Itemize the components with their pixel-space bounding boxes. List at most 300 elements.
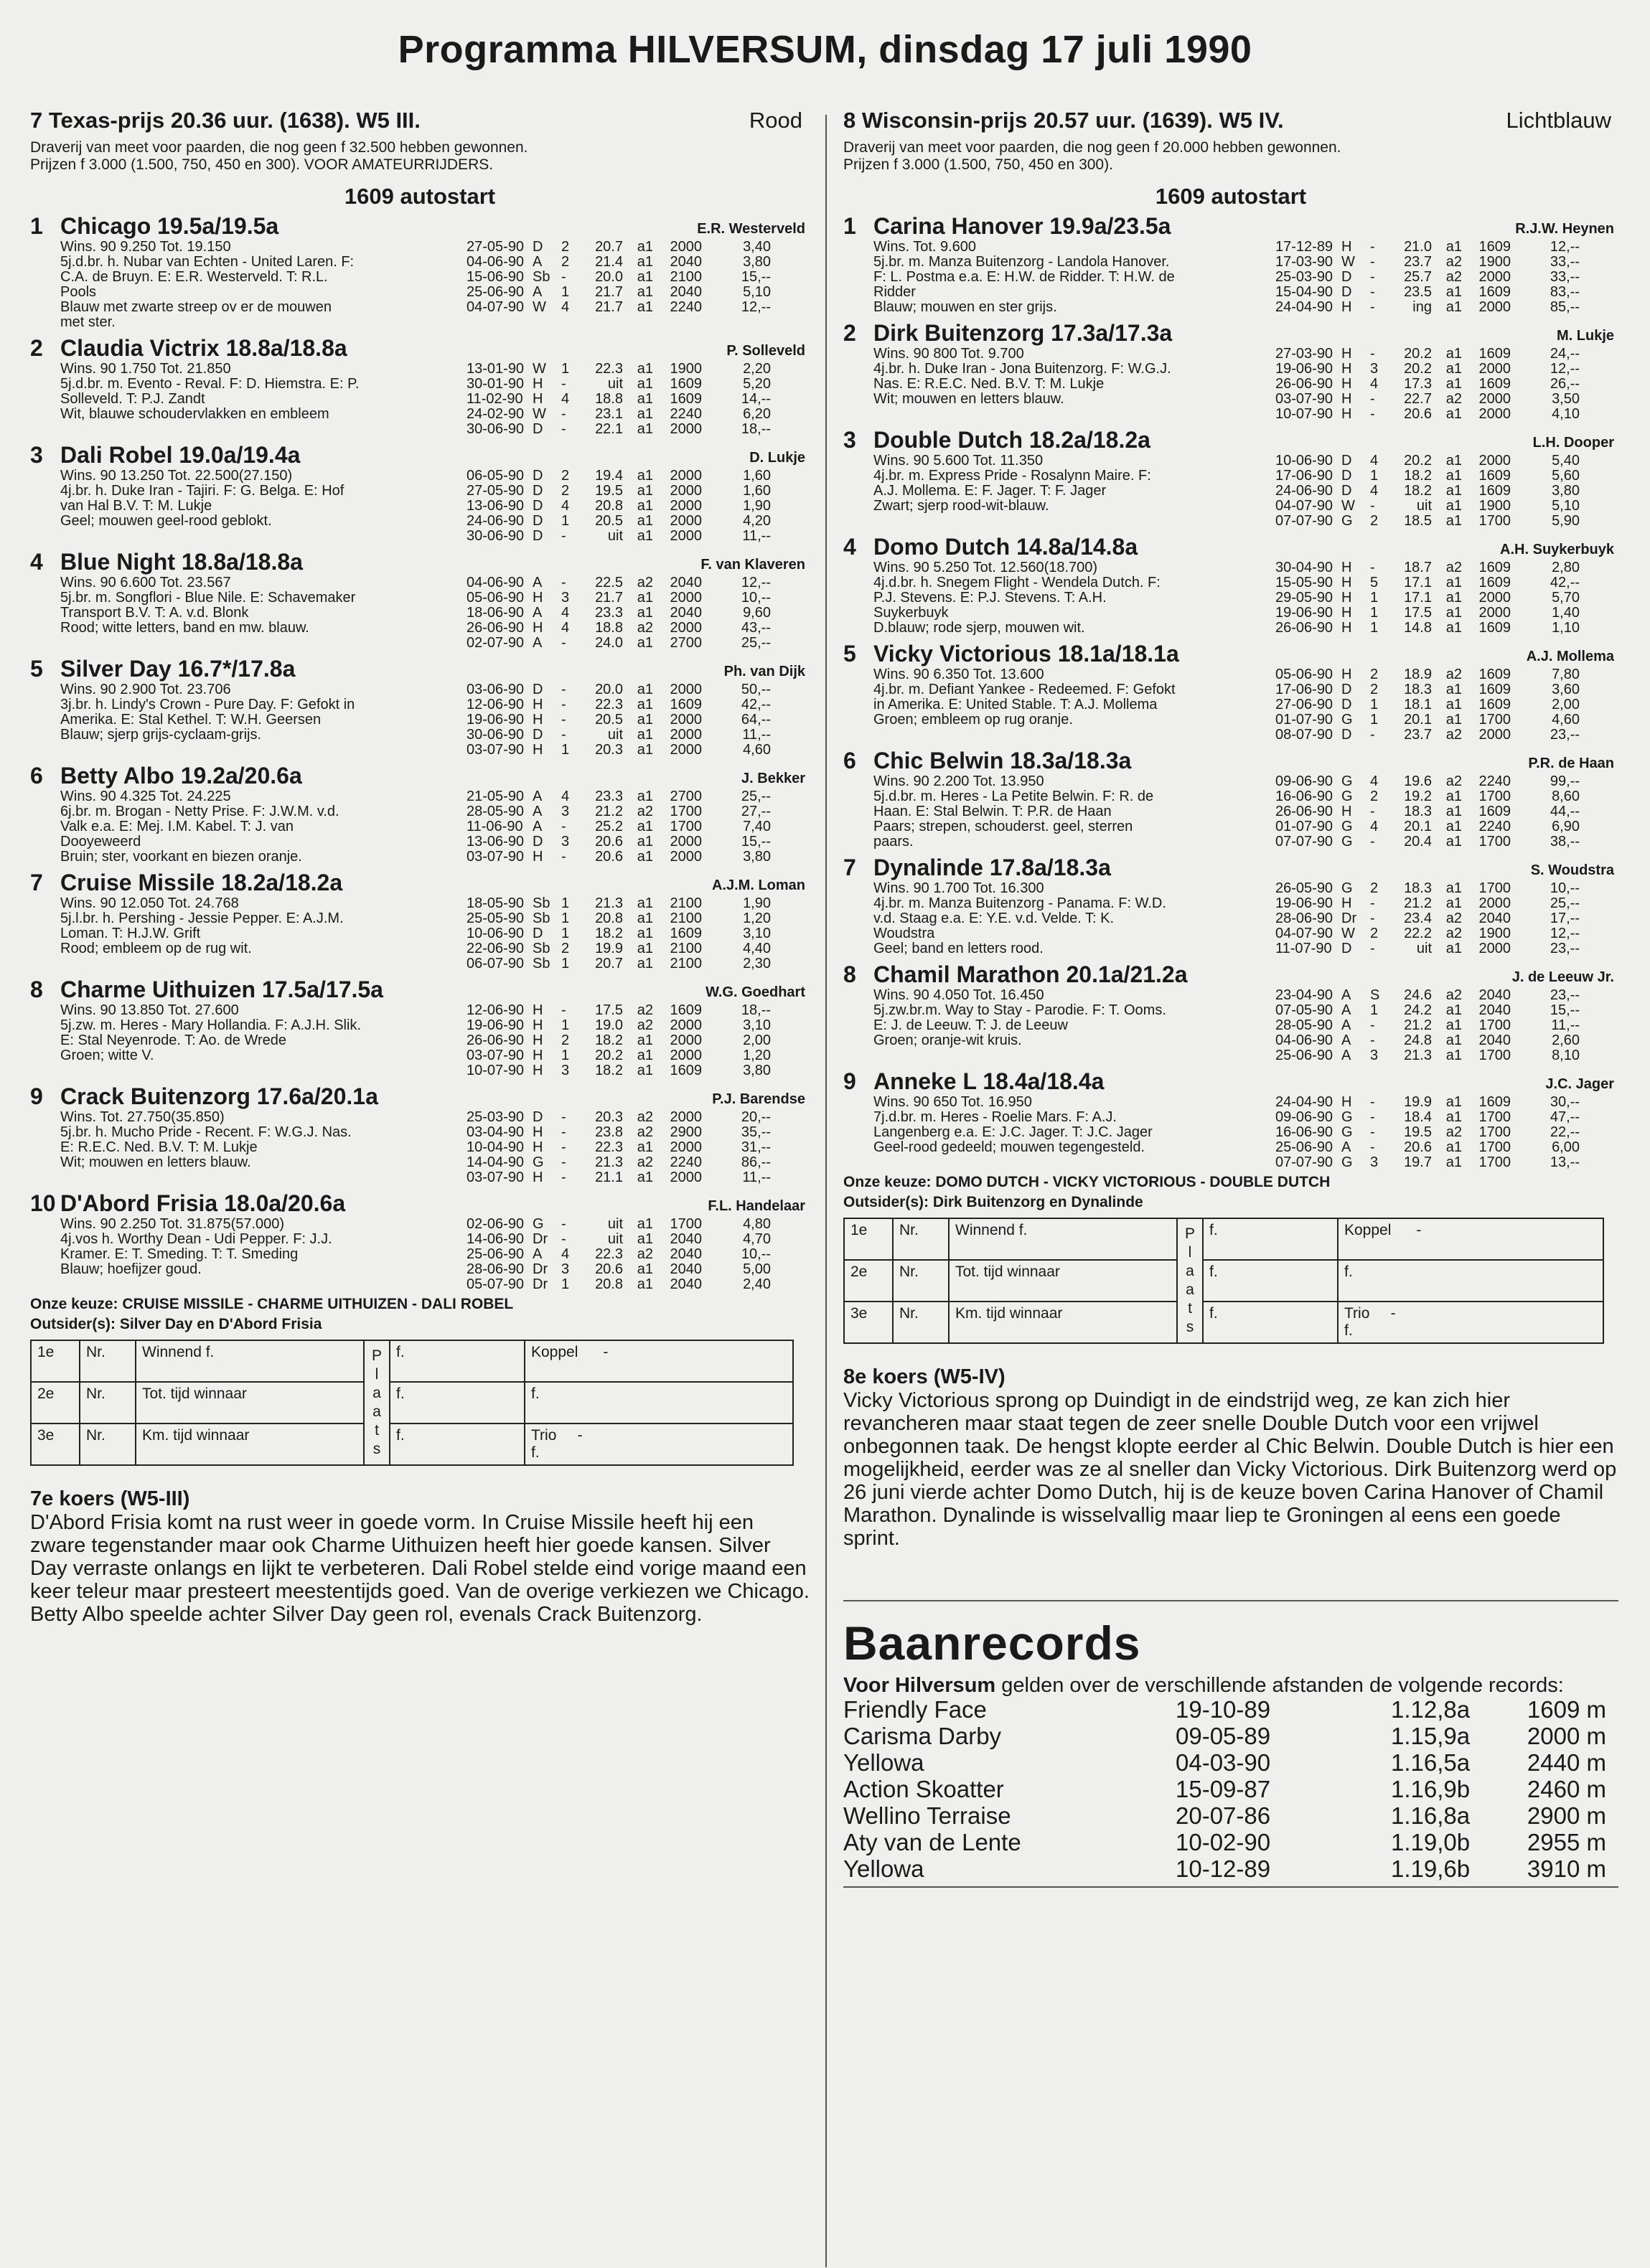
run-time: 21.0 — [1404, 239, 1432, 255]
run-time: 23.4 — [1404, 911, 1432, 926]
run-time: 24.8 — [1404, 1032, 1432, 1048]
run-position: 4 — [1370, 773, 1379, 789]
run-row — [1275, 484, 1618, 499]
run-track: H — [533, 391, 543, 407]
run-position: 4 — [1370, 483, 1379, 499]
horse-entry — [30, 762, 810, 865]
run-track: H — [1341, 895, 1352, 911]
run-time: 20.6 — [595, 834, 623, 850]
run-distance: 1609 — [1478, 682, 1511, 697]
run-row — [1275, 255, 1618, 270]
run-odds: 26,-- — [1550, 376, 1580, 392]
run-gait: a1 — [637, 712, 653, 728]
run-gait: a2 — [637, 1154, 653, 1170]
run-time: 19.5 — [595, 483, 623, 499]
horse-info-line: Wins. Tot. 27.750(35.850) — [60, 1110, 225, 1125]
run-row — [467, 621, 810, 636]
koppel-field[interactable] — [525, 1340, 793, 1382]
horse-info-line: Blauw; hoefijzer goud. — [60, 1262, 202, 1277]
horse-details — [873, 347, 1618, 422]
horse-number: 4 — [843, 534, 856, 560]
run-distance: 2100 — [670, 956, 702, 971]
run-odds: 4,70 — [743, 1231, 771, 1247]
record-row — [843, 1855, 1618, 1882]
result-label: Km. tijd winnaar — [949, 1302, 1177, 1343]
run-odds: 3,80 — [743, 849, 771, 865]
trio-field[interactable] — [525, 1424, 793, 1465]
horse-details — [60, 469, 810, 544]
horse-info-line: van Hal B.V. T: M. Lukje — [60, 499, 212, 514]
run-track: H — [1341, 376, 1352, 392]
run-track: Sb — [533, 941, 550, 956]
record-date: 19-10-89 — [1176, 1696, 1271, 1723]
run-distance: 1609 — [670, 1002, 702, 1018]
run-odds: 15,-- — [741, 269, 771, 285]
run-track: D — [1341, 727, 1352, 743]
run-gait: a1 — [1445, 1109, 1462, 1125]
run-date: 15-05-90 — [1275, 575, 1333, 590]
run-track: A — [533, 605, 543, 621]
horse-number: 10 — [30, 1190, 56, 1216]
horse-name-text: Double Dutch 18.2a/18.2a — [873, 427, 1150, 453]
run-track: A — [1341, 1032, 1351, 1048]
run-odds: 42,-- — [741, 697, 771, 712]
run-time: 23.3 — [595, 605, 623, 621]
run-row — [467, 422, 810, 437]
run-distance: 1609 — [670, 1063, 702, 1078]
run-gait: a1 — [637, 849, 653, 865]
run-row — [467, 697, 810, 712]
run-position: - — [561, 819, 566, 834]
run-row — [467, 1110, 810, 1125]
run-row — [467, 896, 810, 911]
nr-field[interactable]: Nr. — [80, 1424, 136, 1465]
horse-number: 3 — [30, 442, 43, 468]
run-distance: 2240 — [1478, 773, 1511, 789]
run-distance: 1700 — [1478, 1154, 1511, 1170]
run-row — [467, 743, 810, 758]
run-distance: 2000 — [670, 834, 702, 850]
horse-number: 7 — [843, 855, 856, 880]
horse-info-line: Loman. T: H.J.W. Grift — [60, 926, 201, 941]
run-odds: 10,-- — [741, 1246, 771, 1262]
horse-info — [873, 453, 1275, 529]
record-distance: 2460 m — [1527, 1776, 1606, 1802]
run-date: 24-04-90 — [1275, 299, 1333, 315]
record-distance: 3910 m — [1527, 1855, 1606, 1882]
horse-info-line: Wins. 90 6.600 Tot. 23.567 — [60, 575, 231, 590]
horse-name-text: Dali Robel 19.0a/19.4a — [60, 442, 301, 468]
nr-field[interactable]: Nr. — [893, 1302, 949, 1343]
run-date: 19-06-90 — [1275, 605, 1333, 621]
run-distance: 1700 — [670, 1216, 702, 1232]
run-odds: 5,60 — [1552, 468, 1580, 484]
run-position: 2 — [1370, 789, 1379, 804]
race-conditions — [30, 139, 810, 174]
race-comment-title: 8e koers (W5-IV) — [843, 1365, 1006, 1388]
run-time: 23.3 — [595, 789, 623, 804]
run-distance: 2000 — [670, 849, 702, 865]
run-time: uit — [1416, 941, 1432, 956]
run-distance: 2000 — [670, 742, 702, 758]
run-time: 20.1 — [1404, 712, 1432, 728]
horse-info — [60, 1110, 467, 1185]
nr-field[interactable]: Nr. — [80, 1382, 136, 1424]
run-date: 25-06-90 — [1275, 1139, 1333, 1155]
run-track: H — [533, 1017, 543, 1033]
run-odds: 83,-- — [1550, 284, 1580, 300]
run-position: 1 — [1370, 697, 1379, 712]
horse-info — [873, 774, 1275, 850]
run-row — [467, 850, 810, 865]
run-date: 27-05-90 — [467, 239, 525, 255]
run-gait: a1 — [1445, 941, 1462, 956]
amount-field[interactable]: f. — [1203, 1302, 1338, 1343]
amount-field[interactable]: f. — [1203, 1218, 1338, 1260]
horse-info-line: Suykerbuyk — [873, 606, 949, 621]
horse-info-line: 4j.br. m. Defiant Yankee - Redeemed. F: Gefokt — [873, 682, 1176, 697]
run-gait: a1 — [1445, 1002, 1462, 1018]
run-position: 1 — [561, 911, 570, 926]
run-time: uit — [607, 376, 623, 392]
horse-form — [1275, 1095, 1618, 1170]
run-row — [1275, 1125, 1618, 1140]
run-row — [1275, 697, 1618, 712]
horse-name-text: Betty Albo 19.2a/20.6a — [60, 763, 302, 789]
run-distance: 2000 — [670, 239, 702, 255]
plaats-label: P l a a t s — [1177, 1218, 1203, 1343]
horse-name-text: Dirk Buitenzorg 17.3a/17.3a — [873, 320, 1173, 346]
run-track: G — [1341, 834, 1353, 850]
run-odds: 6,20 — [743, 406, 771, 422]
run-time: uit — [607, 727, 623, 743]
run-row — [467, 499, 810, 514]
run-time: 21.2 — [1404, 1017, 1432, 1033]
run-odds: 14,-- — [741, 391, 771, 407]
record-horse: Yellowa — [843, 1855, 924, 1882]
horse-info-line: Ridder — [873, 285, 916, 300]
run-row — [1275, 712, 1618, 728]
run-row — [467, 834, 810, 850]
run-distance: 2040 — [1478, 987, 1511, 1003]
run-track: A — [1341, 1048, 1351, 1063]
run-odds: 33,-- — [1550, 254, 1580, 270]
run-date: 09-06-90 — [1275, 773, 1333, 789]
run-track: Sb — [533, 956, 550, 971]
result-form — [843, 1218, 1604, 1344]
run-odds: 25,-- — [741, 789, 771, 804]
run-gait: a1 — [637, 911, 653, 926]
horse-info-line: 4j.vos h. Worthy Dean - Udi Pepper. F: J.J. — [60, 1232, 332, 1247]
run-row — [1275, 1140, 1618, 1155]
run-track: A — [1341, 1002, 1351, 1018]
record-horse: Action Skoatter — [843, 1776, 1004, 1802]
run-odds: 5,40 — [1552, 453, 1580, 469]
horse-info-line: Blauw; mouwen en ster grijs. — [873, 300, 1057, 315]
run-time: 20.3 — [595, 1109, 623, 1125]
run-time: 20.8 — [595, 1276, 623, 1292]
run-gait: a1 — [1445, 483, 1462, 499]
koppel-field[interactable] — [1338, 1218, 1603, 1260]
run-date: 11-06-90 — [467, 819, 523, 834]
run-time: 20.0 — [595, 682, 623, 697]
run-row — [467, 728, 810, 743]
run-odds: 3,80 — [1552, 483, 1580, 499]
horse-details — [873, 453, 1618, 529]
run-track: D — [533, 727, 543, 743]
run-track: H — [533, 1139, 543, 1155]
run-odds: 3,10 — [743, 1017, 771, 1033]
run-odds: 1,20 — [743, 1048, 771, 1063]
run-time: 21.3 — [595, 895, 623, 911]
run-time: 20.2 — [1404, 361, 1432, 377]
run-row — [467, 956, 810, 971]
run-gait: a2 — [637, 620, 653, 636]
nr-field[interactable]: Nr. — [80, 1340, 136, 1382]
run-time: 17.1 — [1404, 590, 1432, 606]
run-time: 18.8 — [595, 391, 623, 407]
horse-name-text: D'Abord Frisia 18.0a/20.6a — [60, 1190, 346, 1216]
horse-driver: P.R. de Haan — [1528, 756, 1614, 771]
race-condition-line: Draverij van meet voor paarden, die nog geen f 20.000 hebben gewonnen. — [843, 139, 1341, 156]
run-date: 26-06-90 — [467, 1032, 525, 1048]
horse-info-line: Wins. 90 6.350 Tot. 13.600 — [873, 667, 1044, 682]
run-time: 20.6 — [595, 1261, 623, 1277]
run-gait: a1 — [1445, 299, 1462, 315]
horse-info-line: D.blauw; rode sjerp, mouwen wit. — [873, 621, 1085, 636]
run-position: 1 — [561, 284, 570, 300]
our-choice: Onze keuze: DOMO DUTCH - VICKY VICTORIOUS - DOUBLE DUTCH — [843, 1174, 1331, 1190]
run-odds: 2,80 — [1552, 560, 1580, 575]
run-date: 02-07-90 — [467, 635, 525, 651]
koppel-label: Koppel — [531, 1344, 578, 1360]
run-time: 19.6 — [1404, 773, 1432, 789]
run-gait: a1 — [1445, 1094, 1462, 1110]
run-date: 03-07-90 — [1275, 391, 1333, 407]
run-row — [467, 300, 810, 315]
horse-driver: S. Woudstra — [1530, 862, 1614, 878]
run-track: H — [533, 1124, 543, 1140]
horse-details — [873, 1095, 1618, 1170]
run-track: H — [1341, 560, 1352, 575]
horse-info-line: F: L. Postma e.a. E: H.W. de Ridder. T: H.W. de — [873, 270, 1175, 285]
run-track: D — [533, 421, 543, 437]
run-distance: 1700 — [1478, 834, 1511, 850]
nr-field[interactable]: Nr. — [893, 1218, 949, 1260]
run-track: G — [1341, 712, 1353, 728]
run-position: 4 — [1370, 453, 1379, 469]
run-date: 18-06-90 — [467, 605, 525, 621]
horse-info-line: 3j.br. h. Lindy's Crown - Pure Day. F: Gefokt in — [60, 697, 355, 712]
run-track: A — [533, 635, 543, 651]
run-date: 03-07-90 — [467, 742, 525, 758]
horse-entry — [843, 533, 1618, 636]
run-gait: a1 — [637, 254, 653, 270]
run-odds: 12,-- — [1550, 926, 1580, 941]
horse-info-line: Wins. Tot. 9.600 — [873, 240, 977, 255]
run-track: H — [533, 697, 543, 712]
records-title: Baanrecords — [843, 1617, 1141, 1670]
run-row — [467, 1048, 810, 1063]
run-position: 2 — [1370, 682, 1379, 697]
amount-field[interactable]: f. — [1203, 1260, 1338, 1302]
race-prize-line: Prijzen f 3.000 (1.500, 750, 450 en 300). VOOR AMATEURRIJDERS. — [30, 156, 494, 173]
nr-field[interactable]: Nr. — [893, 1260, 949, 1302]
amount-field[interactable]: f. — [390, 1382, 525, 1424]
run-track: A — [533, 254, 543, 270]
horse-driver: F. van Klaveren — [700, 557, 805, 573]
run-distance: 1700 — [1478, 1048, 1511, 1063]
horse-info-line: Wit; mouwen en letters blauw. — [60, 1155, 251, 1170]
horse-name-text: Charme Uithuizen 17.5a/17.5a — [60, 977, 383, 1002]
run-date: 15-06-90 — [467, 269, 525, 285]
run-date: 28-05-90 — [1275, 1017, 1333, 1033]
run-distance: 1609 — [670, 376, 702, 392]
run-row — [467, 606, 810, 621]
horse-info-line: Kramer. E: T. Smeding. T: T. Smeding — [60, 1247, 299, 1262]
run-date: 05-06-90 — [467, 590, 525, 606]
horse-info-line: Wins. 90 13.250 Tot. 22.500(27.150) — [60, 469, 293, 484]
column-divider — [825, 115, 827, 2267]
run-position: 3 — [561, 804, 570, 819]
run-distance: 1609 — [1478, 620, 1511, 636]
run-position: - — [561, 1002, 566, 1018]
horse-info — [873, 240, 1275, 315]
run-gait: a1 — [1445, 376, 1462, 392]
trio-amount: f. — [1344, 1322, 1353, 1339]
run-row — [467, 240, 810, 255]
run-gait: a1 — [1445, 590, 1462, 606]
run-date: 27-03-90 — [1275, 346, 1333, 362]
run-distance: 2040 — [670, 1261, 702, 1277]
run-track: A — [1341, 987, 1351, 1003]
run-time: 18.3 — [1404, 880, 1432, 896]
run-track: A — [533, 819, 543, 834]
race-condition-line: Draverij van meet voor paarden, die nog geen f 32.500 hebben gewonnen. — [30, 139, 528, 156]
run-position: 2 — [1370, 880, 1379, 896]
horse-info-line: 5j.zw. m. Heres - Mary Hollandia. F: A.J.H. Slik. — [60, 1018, 361, 1033]
run-odds: 7,40 — [743, 819, 771, 834]
run-row — [467, 682, 810, 697]
run-date: 27-06-90 — [1275, 697, 1333, 712]
amount-field[interactable]: f. — [390, 1340, 525, 1382]
run-date: 24-06-90 — [1275, 483, 1333, 499]
run-odds: 2,00 — [1552, 697, 1580, 712]
run-odds: 3,40 — [743, 239, 771, 255]
horse-info-line: Groen; embleem op rug oranje. — [873, 712, 1073, 728]
run-date: 30-06-90 — [467, 727, 525, 743]
run-distance: 2000 — [1478, 727, 1511, 743]
run-track: D — [533, 468, 543, 484]
trio-dash: - — [1390, 1305, 1396, 1322]
run-track: G — [1341, 1109, 1353, 1125]
record-distance: 2000 m — [1527, 1723, 1606, 1749]
amount-field[interactable]: f. — [390, 1424, 525, 1465]
run-row — [1275, 911, 1618, 926]
koppel-amount[interactable]: f. — [1338, 1260, 1603, 1302]
run-time: uit — [607, 1216, 623, 1232]
run-track: A — [533, 804, 543, 819]
horse-name-text: Blue Night 18.8a/18.8a — [60, 549, 303, 575]
run-track: D — [1341, 269, 1352, 285]
horse-entry — [843, 640, 1618, 743]
horse-number: 1 — [30, 213, 43, 239]
horse-name-text: Dynalinde 17.8a/18.3a — [873, 855, 1111, 880]
run-date: 25-06-90 — [1275, 1048, 1333, 1063]
horse-number: 9 — [30, 1083, 43, 1109]
run-distance: 2000 — [670, 528, 702, 544]
horse-info-line: Wins. 90 1.700 Tot. 16.300 — [873, 881, 1044, 896]
horse-form — [467, 682, 810, 758]
koppel-amount[interactable]: f. — [525, 1382, 793, 1424]
run-distance: 1609 — [1478, 376, 1511, 392]
run-time: 20.6 — [595, 849, 623, 865]
horse-entry — [843, 961, 1618, 1063]
run-time: 22.1 — [595, 421, 623, 437]
run-distance: 1609 — [1478, 346, 1511, 362]
run-distance: 2240 — [1478, 819, 1511, 834]
run-gait: a2 — [1445, 667, 1462, 682]
run-time: 21.2 — [1404, 895, 1432, 911]
run-time: 17.5 — [595, 1002, 623, 1018]
run-position: - — [1370, 269, 1375, 285]
run-distance: 2000 — [670, 1017, 702, 1033]
run-distance: 2040 — [1478, 1002, 1511, 1018]
run-odds: 5,10 — [1552, 498, 1580, 514]
run-gait: a1 — [1445, 361, 1462, 377]
trio-field[interactable] — [1338, 1302, 1603, 1343]
horse-info-line: Wins. 90 1.750 Tot. 21.850 — [60, 362, 231, 377]
horse-info-line: 4j.d.br. h. Snegem Flight - Wendela Dutch. F: — [873, 575, 1161, 590]
horse-info-line: Nas. E: R.E.C. Ned. B.V. T: M. Lukje — [873, 377, 1105, 392]
run-time: 18.3 — [1404, 682, 1432, 697]
run-distance: 2000 — [1478, 941, 1511, 956]
run-row — [467, 255, 810, 270]
run-date: 26-06-90 — [1275, 804, 1333, 819]
horse-driver: A.J. Mollema — [1526, 649, 1614, 664]
outsiders: Outsider(s): Silver Day en D'Abord Frisia — [30, 1316, 322, 1332]
race-title: 7 Texas-prijs 20.36 uur. (1638). W5 III. — [30, 108, 421, 133]
horse-info-line: 4j.br. m. Express Pride - Rosalynn Maire. F: — [873, 469, 1151, 484]
horse-details — [60, 575, 810, 651]
run-gait: a1 — [637, 789, 653, 804]
run-time: uit — [607, 1231, 623, 1247]
place-label: 3e — [844, 1302, 893, 1343]
run-row — [467, 1232, 810, 1247]
horse-info-line: 5j.d.br. m. Heres - La Petite Belwin. F: R. de — [873, 789, 1154, 804]
run-time: 22.3 — [595, 697, 623, 712]
horse-entry — [843, 747, 1618, 850]
horse-details — [60, 1217, 810, 1292]
run-gait: a2 — [1445, 269, 1462, 285]
run-date: 26-06-90 — [1275, 376, 1333, 392]
run-row — [1275, 270, 1618, 285]
run-distance: 2000 — [1478, 406, 1511, 422]
run-time: 19.5 — [1404, 1124, 1432, 1140]
run-row — [1275, 789, 1618, 804]
start-type: 1609 autostart — [1155, 184, 1307, 209]
run-odds: 47,-- — [1550, 1109, 1580, 1125]
run-gait: a1 — [637, 391, 653, 407]
run-row — [1275, 392, 1618, 407]
run-position: - — [561, 1124, 566, 1140]
run-date: 11-02-90 — [467, 391, 523, 407]
run-track: H — [1341, 620, 1352, 636]
run-date: 09-06-90 — [1275, 1109, 1333, 1125]
horse-details — [60, 362, 810, 437]
horse-info-line: Blauw; sjerp grijs-cyclaam-grijs. — [60, 728, 262, 743]
trio-amount: f. — [531, 1444, 540, 1461]
